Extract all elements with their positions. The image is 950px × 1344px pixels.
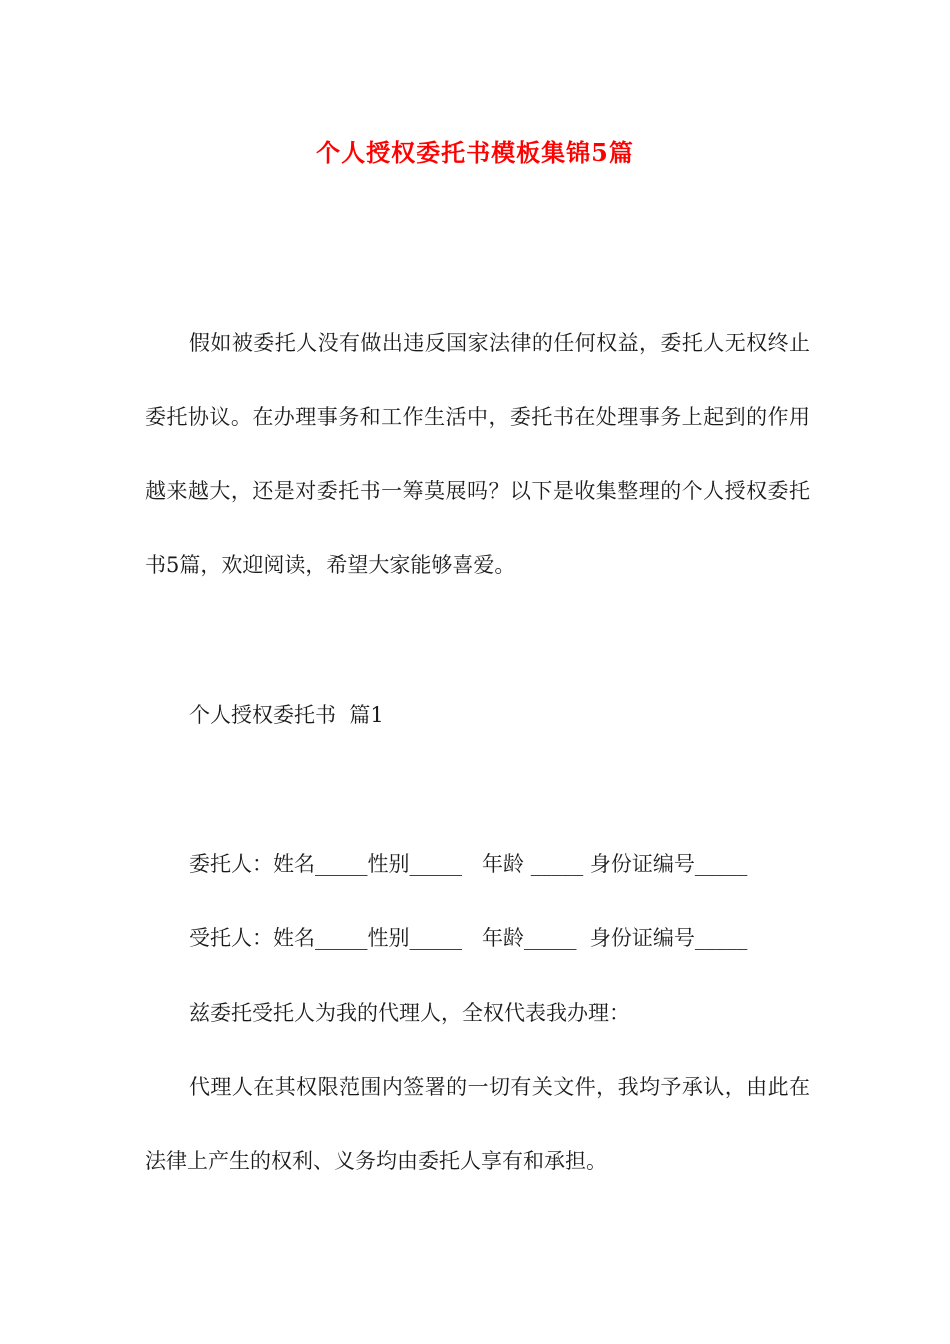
section-heading: 个人授权委托书 篇1: [189, 703, 384, 727]
entrust-statement: 兹委托受托人为我的代理人，全权代表我办理：: [189, 1001, 630, 1025]
intro-paragraph: 假如被委托人没有做出违反国家法律的任何权益，委托人无权终止委托协议。在办理事务和工作生活中，委托书在处理事务上起到的作用越来越大，还是对委托书一筹莫展吗？以下是收集整理的个人授权委托书5篇，欢迎阅读，希望大家能够喜爱。: [145, 331, 810, 577]
agent-info-line: 受托人：姓名_____性别_____ 年龄_____ 身份证编号_____: [189, 926, 748, 950]
agency-paragraph: 代理人在其权限范围内签署的一切有关文件，我均予承认，由此在法律上产生的权利、义务均由委托人享有和承担。: [145, 1075, 810, 1173]
document-title: 个人授权委托书模板集锦5篇: [316, 138, 634, 167]
principal-info-line: 委托人：姓名_____性别_____ 年龄 _____ 身份证编号_____: [189, 852, 748, 876]
